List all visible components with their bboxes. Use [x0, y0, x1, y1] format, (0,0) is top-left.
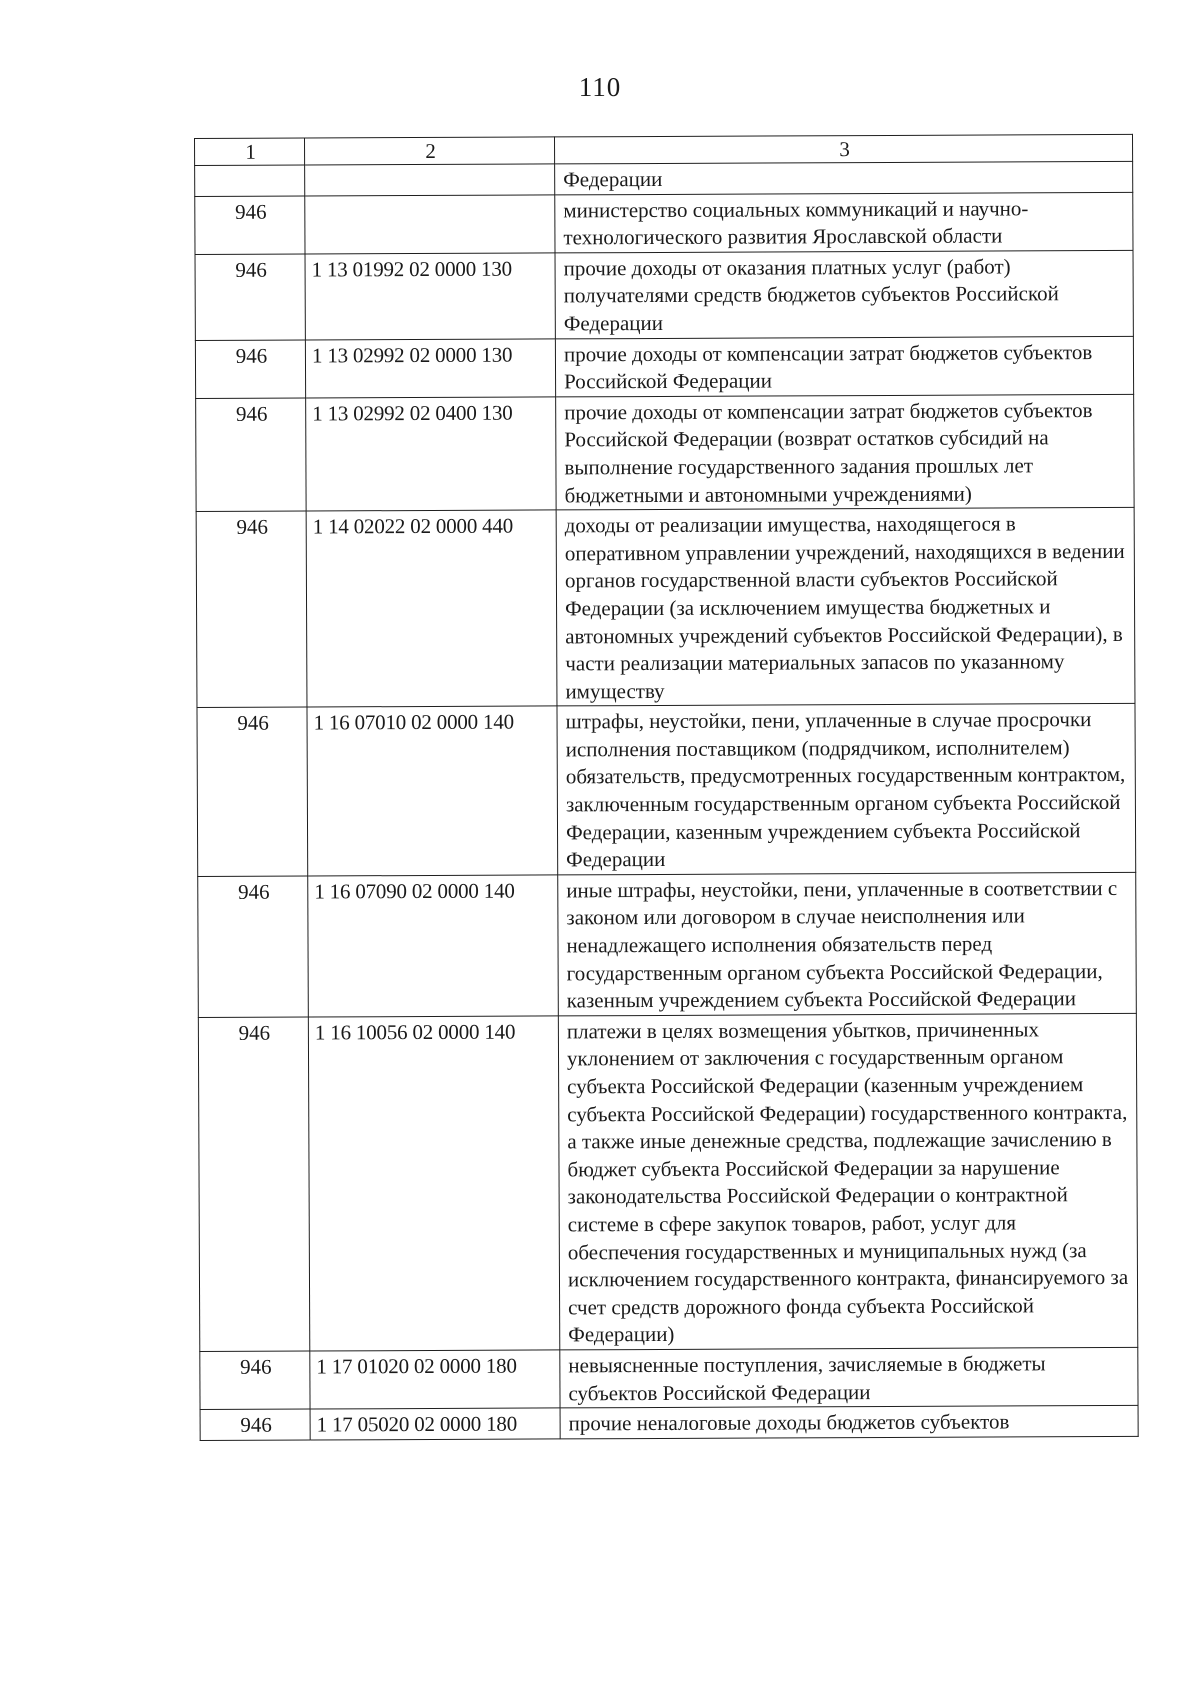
revenue-codes-table: [194, 134, 1139, 1441]
admin-code-cell: 946: [200, 1409, 310, 1440]
description-cell: доходы от реализации имущества, находящегося в оперативном управлении учреждений, находящихся в ведении органов государственной власти субъектов Российской Федерации (за исключением имущества бюджетных и автономных учреждений субъектов Российской Федерации), в части реализации материальных запасов по указанному имуществу: [556, 508, 1135, 707]
description-cell: прочие доходы от компенсации затрат бюджетов субъектов Российской Федерации: [555, 336, 1133, 397]
table-row: [196, 508, 1135, 708]
column-header-1: 1: [195, 138, 305, 165]
admin-code-cell: 946: [196, 398, 306, 512]
table-row: [195, 336, 1133, 398]
revenue-codes-table-wrapper: [194, 134, 1138, 1441]
admin-code-cell: 946: [197, 707, 308, 876]
table-row: [200, 1406, 1138, 1441]
revenue-code-cell: 1 13 01992 02 0000 130: [305, 253, 555, 340]
admin-code-cell: 946: [195, 196, 305, 255]
description-cell: прочие доходы от компенсации затрат бюджетов субъектов Российской Федерации (возврат остатков субсидий на выполнение государственного задания прошлых лет бюджетными и автономными учреждениями): [556, 394, 1134, 510]
revenue-code-cell: 1 13 02992 02 0000 130: [305, 338, 555, 397]
revenue-code-cell: 1 16 07010 02 0000 140: [307, 706, 558, 876]
table-row: [196, 394, 1134, 511]
table-row: [195, 192, 1133, 254]
description-cell: прочие неналоговые доходы бюджетов субъектов: [560, 1406, 1138, 1439]
description-cell: иные штрафы, неустойки, пени, уплаченные в соответствии с законом или договором в случае неисполнения или ненадлежащего исполнения обязательств перед государственным органом субъекта Российской Федерации, казенным учреждением субъекта Российской Федерации: [558, 872, 1137, 1015]
admin-code-cell: 946: [195, 340, 305, 399]
admin-code-cell: [195, 165, 305, 196]
description-cell: министерство социальных коммуникаций и научно-технологического развития Ярославской области: [555, 192, 1133, 253]
description-cell: прочие доходы от оказания платных услуг (работ) получателями средств бюджетов субъектов Российской Федерации: [555, 250, 1133, 338]
description-cell: платежи в целях возмещения убытков, причиненных уклонением от заключения с государственным органом субъекта Российской Федерации (казенным учреждением субъекта Российской Федерации) государственного контракта, а также иные денежные средства, подлежащие зачислению в бюджет субъекта Российской Федерации за нарушение законодательства Российской Федерации о контрактной системе в сфере закупок товаров, работ, услуг для обеспечения государственных и муниципальных нужд (за исключением государственного контракта, финансируемого за счет средств дорожного фонда субъекта Российской Федерации): [558, 1013, 1137, 1350]
revenue-code-cell: 1 14 02022 02 0000 440: [306, 510, 557, 707]
revenue-code-cell: [305, 195, 555, 254]
admin-code-cell: 946: [200, 1351, 310, 1410]
page-number: 110: [578, 72, 622, 102]
table-row: [195, 161, 1133, 196]
table-row: [198, 872, 1137, 1017]
table-row: [200, 1347, 1138, 1409]
description-cell: невыясненные поступления, зачисляемые в бюджеты субъектов Российской Федерации: [560, 1347, 1138, 1408]
revenue-code-cell: 1 17 05020 02 0000 180: [310, 1408, 560, 1440]
table-row: [198, 1013, 1137, 1351]
revenue-code-cell: 1 16 07090 02 0000 140: [308, 875, 559, 1017]
admin-code-cell: 946: [198, 1017, 309, 1352]
column-header-3: 3: [554, 134, 1132, 164]
revenue-code-cell: 1 13 02992 02 0400 130: [306, 397, 556, 511]
admin-code-cell: 946: [195, 254, 305, 340]
column-header-2: 2: [305, 137, 555, 165]
admin-code-cell: 946: [196, 511, 307, 708]
description-cell: штрафы, неустойки, пени, уплаченные в случае просрочки исполнения поставщиком (подрядчиком, исполнителем) обязательств, предусмотренных государственным контрактом, заключенным государственным органом субъекта Российской Федерации, казенным учреждением субъекта Российской Федерации: [557, 704, 1136, 875]
revenue-code-cell: 1 16 10056 02 0000 140: [308, 1016, 559, 1351]
admin-code-cell: 946: [198, 876, 309, 1017]
table-row: [197, 704, 1136, 877]
revenue-code-cell: 1 17 01020 02 0000 180: [310, 1350, 560, 1409]
revenue-code-cell: [305, 164, 555, 196]
description-cell: Федерации: [555, 161, 1133, 194]
table-row: [195, 250, 1133, 340]
table-header-row: [195, 134, 1133, 165]
